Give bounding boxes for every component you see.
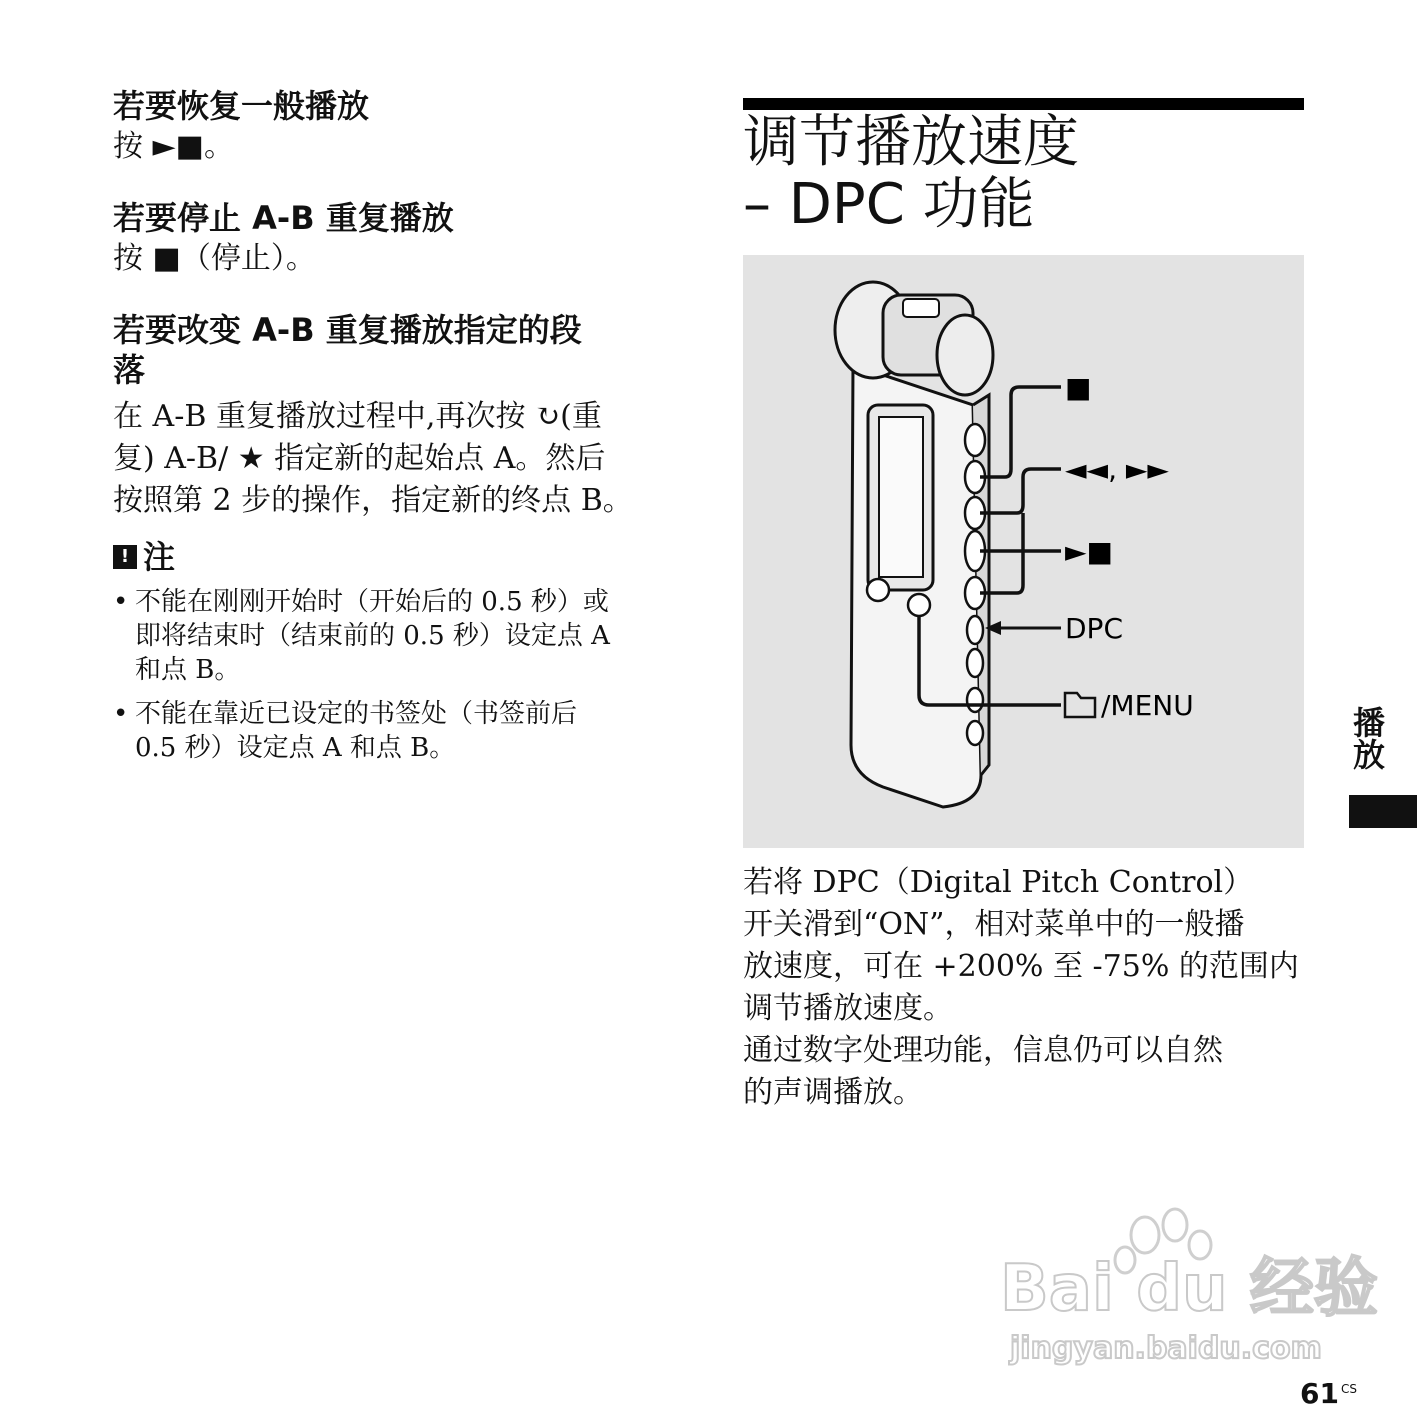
chapter-tab-marker [1349, 795, 1417, 828]
desc-line1: 若将 DPC（Digital Pitch Control） [743, 865, 1254, 900]
text-resume: 按 ►■。 [113, 129, 234, 164]
page-number-suffix: CS [1340, 1381, 1357, 1396]
callout-stop: ■ [1065, 371, 1092, 404]
callout-skip: ◄◄, ►► [1065, 453, 1169, 486]
recorder-drawing [743, 255, 1304, 848]
title-rule [743, 98, 1304, 110]
title-line1: 调节播放速度 [743, 110, 1079, 175]
title-line2: – DPC 功能 [743, 172, 1035, 237]
page-title [743, 112, 1304, 236]
dpc-switch [967, 616, 983, 644]
button-lowest [967, 721, 983, 745]
desc-line5: 通过数字处理功能，信息仍可以自然 [743, 1033, 1223, 1068]
callout-menu: /MENU [1101, 689, 1194, 722]
note-1-line3: 和点 B。 [135, 655, 241, 685]
note-bullet-1 [113, 585, 693, 687]
heading-change-ab-line1: 若要改变 A-B 重复播放指定的段 [113, 311, 582, 349]
desc-line2: 开关滑到“ON”，相对菜单中的一般播 [743, 907, 1245, 942]
section-stop-ab [113, 198, 693, 280]
heading-stop-ab: 若要停止 A-B 重复播放 [113, 199, 454, 237]
note-section [113, 537, 693, 775]
watermark-brand: Bai du 经验 [1000, 1252, 1378, 1326]
text-change-ab-line3: 按照第 2 步的操作，指定新的终点 B。 [113, 483, 633, 518]
folder-icon [1065, 693, 1095, 717]
section-change-ab [113, 310, 693, 522]
mic-grille [903, 299, 939, 317]
bullet-dot-icon: • [113, 587, 129, 617]
desc-line6: 的声调播放。 [743, 1075, 923, 1110]
watermark-url: jingyan.baidu.com [1010, 1331, 1322, 1366]
text-change-ab-line1: 在 A-B 重复播放过程中,再次按 ↻(重 [113, 399, 602, 434]
callout-dpc: DPC [1065, 612, 1123, 645]
front-button-left [867, 579, 889, 601]
callout-play: ►■ [1065, 535, 1113, 568]
menu-button [908, 594, 930, 616]
bullet-dot-icon: • [113, 699, 129, 729]
note-label: 注 [143, 538, 176, 576]
button-lower [967, 688, 983, 712]
desc-line3: 放速度，可在 +200% 至 -75% 的范围内 [743, 949, 1299, 984]
mic-right [937, 315, 993, 395]
device-illustration [743, 255, 1304, 848]
page-number-value: 61 [1300, 1377, 1339, 1410]
display-screen [879, 417, 923, 577]
baidu-watermark [990, 1200, 1378, 1370]
note-1-line2: 即将结束时（结束前的 0.5 秒）设定点 A [135, 621, 610, 651]
page-number [1300, 1377, 1357, 1410]
note-bullet-2 [113, 697, 693, 765]
chapter-tab-label: 播放 [1348, 706, 1386, 770]
note-1-line1: 不能在刚刚开始时（开始后的 0.5 秒）或 [135, 587, 609, 617]
note-2-line1: 不能在靠近已设定的书签处（书签前后 [135, 699, 578, 729]
text-change-ab-line2: 复) A-B/ ★ 指定新的起始点 A。然后 [113, 441, 606, 476]
note-icon: ! [113, 545, 137, 569]
text-stop-ab: 按 ■（停止）。 [113, 241, 316, 276]
section-resume-playback [113, 86, 693, 168]
button-top [965, 424, 985, 456]
note-2-line2: 0.5 秒）设定点 A 和点 B。 [135, 733, 456, 763]
desc-line4: 调节播放速度。 [743, 991, 953, 1026]
heading-resume: 若要恢复一般播放 [113, 87, 370, 125]
callout-line-stop [980, 387, 1061, 477]
heading-change-ab-line2: 落 [113, 351, 146, 389]
dpc-description [743, 862, 1304, 1114]
switch-lower [967, 649, 983, 677]
